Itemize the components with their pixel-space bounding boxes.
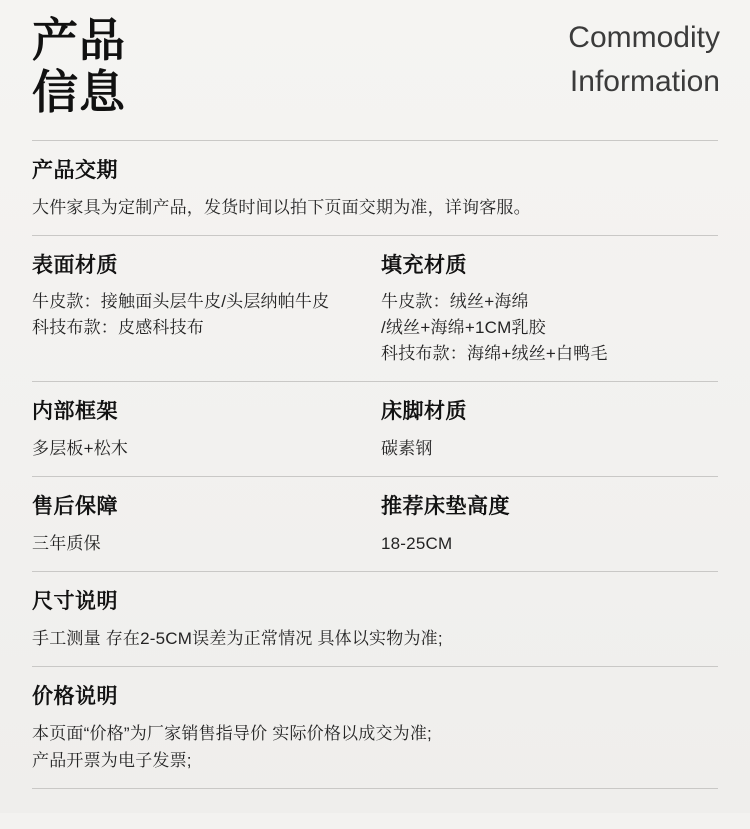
spec-text: 大件家具为定制产品，发货时间以拍下页面交期为准，详询客服。 bbox=[32, 198, 531, 217]
spec-block-inner-frame bbox=[32, 398, 375, 462]
spec-section-delivery bbox=[32, 141, 718, 235]
spec-text: 科技布款：皮感科技布 bbox=[32, 318, 204, 337]
spec-heading: 推荐床垫高度 bbox=[381, 495, 510, 518]
spec-heading: 表面材质 bbox=[32, 254, 118, 277]
spec-heading: 产品交期 bbox=[32, 159, 118, 182]
spec-text: 手工测量 存在2-5CM误差为正常情况 具体以实物为准; bbox=[32, 629, 443, 648]
spec-list bbox=[0, 140, 750, 829]
spec-heading: 填充材质 bbox=[381, 254, 467, 277]
spec-text: 科技布款：海绵+绒丝+白鸭毛 bbox=[381, 344, 608, 363]
spec-block-filling-material bbox=[375, 252, 718, 367]
spec-text: /绒丝+海绵+1CM乳胶 bbox=[381, 318, 546, 337]
spec-block-price-note bbox=[32, 683, 718, 774]
spec-block-after-sales bbox=[32, 493, 375, 557]
page-title-en-line1: Commodity bbox=[568, 21, 720, 54]
spec-block-surface-material bbox=[32, 252, 375, 367]
spec-block-delivery bbox=[32, 157, 718, 221]
page-title-en bbox=[568, 16, 720, 104]
spec-block-recommended-mattress-height bbox=[375, 493, 718, 557]
spec-block-size-note bbox=[32, 588, 718, 652]
spec-section-price-note bbox=[32, 667, 718, 788]
page-header bbox=[0, 0, 750, 140]
spec-text: 牛皮款：接触面头层牛皮/头层纳帕牛皮 bbox=[32, 292, 330, 311]
spec-heading: 内部框架 bbox=[32, 400, 118, 423]
spec-text: 产品开票为电子发票; bbox=[32, 751, 192, 770]
spec-block-bed-foot-material bbox=[375, 398, 718, 462]
spec-text: 多层板+松木 bbox=[32, 439, 129, 458]
spec-text: 牛皮款：绒丝+海绵 bbox=[381, 292, 529, 311]
spec-section-frame bbox=[32, 382, 718, 476]
spec-section-materials bbox=[32, 236, 718, 381]
spec-text: 本页面“价格”为厂家销售指导价 实际价格以成交为准; bbox=[32, 724, 432, 743]
spec-section-size-note bbox=[32, 572, 718, 666]
page-title-cn-line1: 产品 bbox=[32, 14, 126, 66]
spec-heading: 尺寸说明 bbox=[32, 590, 118, 613]
spec-section-service bbox=[32, 477, 718, 571]
spec-heading: 价格说明 bbox=[32, 685, 118, 708]
spec-heading: 售后保障 bbox=[32, 495, 118, 518]
bottom-spacer bbox=[32, 789, 718, 829]
spec-text: 碳素钢 bbox=[381, 439, 433, 458]
page-title-en-line2: Information bbox=[569, 65, 720, 98]
spec-text: 18-25CM bbox=[381, 534, 453, 553]
spec-heading: 床脚材质 bbox=[381, 400, 467, 423]
spec-text: 三年质保 bbox=[32, 534, 101, 553]
page-title-cn-line2: 信息 bbox=[32, 66, 126, 118]
